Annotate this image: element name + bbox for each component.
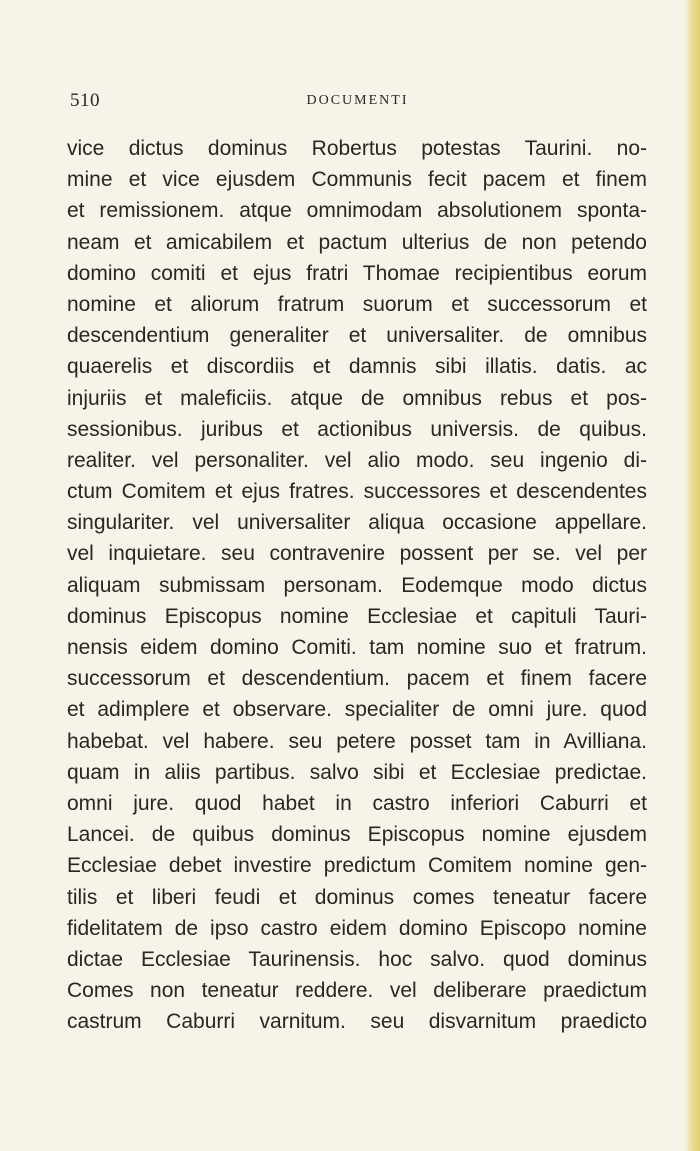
text-line: ctum Comitem et ejus fratres. successores et descendentes	[67, 480, 647, 504]
text-line: mine et vice ejusdem Communis fecit pacem et finem	[67, 168, 647, 192]
text-line: injuriis et maleficiis. atque de omnibus rebus et pos-	[67, 386, 647, 410]
text-line: descendentium generaliter et universaliter. de omnibus	[67, 324, 647, 348]
running-head: DOCUMENTI	[306, 93, 409, 108]
text-line: successorum et descendentium. pacem et finem facere	[67, 667, 647, 691]
text-line: et remissionem. atque omnimodam absolutionem sponta-	[67, 199, 647, 223]
text-line: realiter. vel personaliter. vel alio modo. seu ingenio di-	[67, 448, 647, 472]
text-line: vice dictus dominus Robertus potestas Taurini. no-	[67, 137, 647, 160]
text-line: castrum Caburri varnitum. seu disvarnitum praedicto	[67, 1010, 647, 1034]
text-line: neam et amicabilem et pactum ulterius de non petendo	[67, 230, 647, 254]
text-line: Ecclesiae debet investire predictum Comitem nomine gen-	[67, 854, 647, 878]
text-line: vel inquietare. seu contravenire possent per se. vel per	[67, 542, 647, 566]
body-text	[67, 133, 647, 1037]
text-line: nomine et aliorum fratrum suorum et successorum et	[67, 292, 647, 316]
text-line: dominus Episcopus nomine Ecclesiae et capituli Tauri-	[67, 604, 647, 628]
text-line: et adimplere et observare. specialiter de omni jure. quod	[67, 698, 647, 722]
text-line: quam in aliis partibus. salvo sibi et Ecclesiae predictae.	[67, 760, 647, 784]
text-line: nensis eidem domino Comiti. tam nomine suo et fratrum.	[67, 636, 647, 659]
text-line: tilis et liberi feudi et dominus comes teneatur facere	[67, 885, 647, 909]
text-line: dictae Ecclesiae Taurinensis. hoc salvo. quod dominus	[67, 947, 647, 971]
text-line: domino comiti et ejus fratri Thomae recipientibus eorum	[67, 261, 647, 285]
text-line: habebat. vel habere. seu petere posset tam in Avilliana.	[67, 729, 647, 753]
page-edge	[684, 0, 700, 1151]
text-line: singulariter. vel universaliter aliqua occasione appellare.	[67, 511, 647, 535]
text-line: sessionibus. juribus et actionibus universis. de quibus.	[67, 417, 647, 441]
text-line: fidelitatem de ipso castro eidem domino Episcopo nomine	[67, 916, 647, 940]
text-line: aliquam submissam personam. Eodemque modo dictus	[67, 573, 647, 597]
text-line: quaerelis et discordiis et damnis sibi illatis. datis. ac	[67, 355, 647, 379]
text-line: Comes non teneatur reddere. vel deliberare praedictum	[67, 979, 647, 1003]
page-number: 510	[70, 90, 100, 111]
text-line: Lancei. de quibus dominus Episcopus nomine ejusdem	[67, 823, 647, 847]
text-line: omni jure. quod habet in castro inferiori Caburri et	[67, 791, 647, 815]
page-header	[70, 90, 645, 114]
